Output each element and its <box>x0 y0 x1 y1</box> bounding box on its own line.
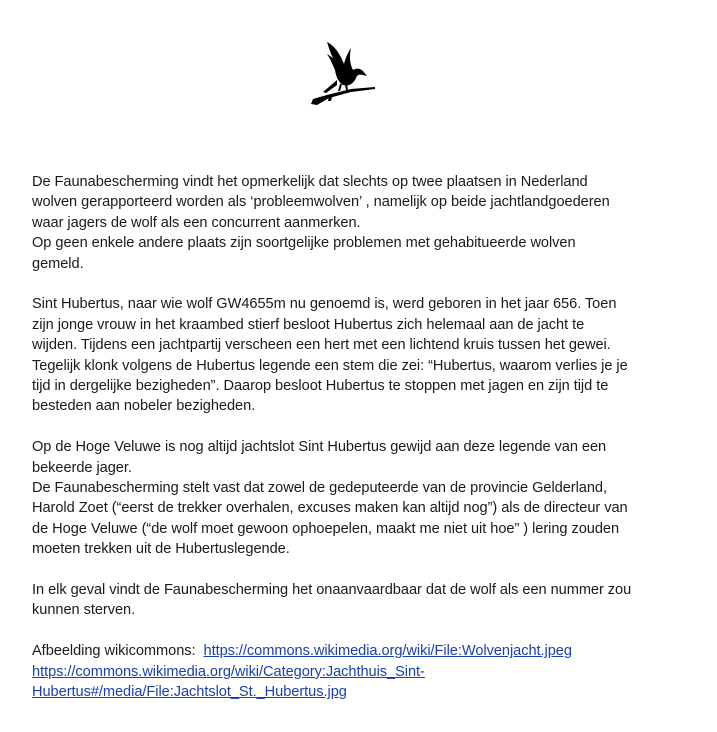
paragraph-intro <box>32 172 692 233</box>
text-line: In elk geval vindt de Faunabescherming het onaanvaardbaar dat de wolf als een nummer zou <box>32 582 632 599</box>
text-line: bekeerde jager. <box>32 459 132 476</box>
paragraph-faunabescherming-stelt <box>32 478 692 560</box>
credits-line <box>32 662 692 682</box>
jachtslot-link-part2[interactable]: Hubertus#/media/File:Jachtslot_St._Hubertus.jpg <box>32 684 347 701</box>
article-body <box>32 172 692 703</box>
credits-line <box>32 641 692 661</box>
paragraph-conclusion <box>32 580 692 621</box>
text-line: zijn jonge vrouw in het kraambed stierf besloot Hubertus zich helemaal aan de jacht te <box>32 316 585 333</box>
credits-line <box>32 682 692 702</box>
text-line: De Faunabescherming stelt vast dat zowel de gedeputeerde van de provincie Gelderland, <box>32 480 607 497</box>
image-credits <box>32 641 692 702</box>
bird-on-rifle-icon <box>307 40 377 110</box>
text-line: Op geen enkele andere plaats zijn soortgelijke problemen met gehabitueerde wolven <box>32 235 576 252</box>
text-line: moeten trekken uit de Hubertuslegende. <box>32 541 290 558</box>
text-line: de Hoge Veluwe (“de wolf moet gewoon ophoepelen, maakt me niet uit hoe” ) lering zouden <box>32 520 620 537</box>
credits-label: Afbeelding wikicommons: <box>32 643 196 660</box>
text-line: besteden aan nobeler bezigheden. <box>32 398 256 415</box>
paragraph-no-problems <box>32 233 692 274</box>
text-line: wolven gerapporteerd worden als ‘probleemwolven’ , namelijk op beide jachtlandgoederen <box>32 194 610 211</box>
text-line: Harold Zoet (“eerst de trekker overhalen, excuses maken kan altijd nog”) als de directeur van <box>32 500 628 517</box>
text-line: Tegelijk klonk volgens de Hubertus legende een stem die zei: “Hubertus, waarom verlies je je <box>32 357 628 374</box>
text-line: Sint Hubertus, naar wie wolf GW4655m nu genoemd is, werd geboren in het jaar 656. Toen <box>32 296 617 313</box>
jachtslot-link-part1[interactable]: https://commons.wikimedia.org/wiki/Category:Jachthuis_Sint- <box>32 663 425 680</box>
text-line: Op de Hoge Veluwe is nog altijd jachtslot Sint Hubertus gewijd aan deze legende van een <box>32 439 607 456</box>
text-line: gemeld. <box>32 255 84 272</box>
paragraph-hoge-veluwe <box>32 437 692 478</box>
text-line: De Faunabescherming vindt het opmerkelijk dat slechts op twee plaatsen in Nederland <box>32 174 588 190</box>
logo <box>307 40 377 110</box>
text-line: tijd in dergelijke bezigheden”. Daarop besloot Hubertus te stoppen met jagen en zijn tijd te <box>32 378 609 395</box>
text-line: kunnen sterven. <box>32 602 136 619</box>
text-line: waar jagers de wolf als een concurrent aanmerken. <box>32 214 361 231</box>
text-line: wijden. Tijdens een jachtpartij verscheen een hert met een lichtend kruis tussen het gewei. <box>32 337 611 354</box>
paragraph-hubertus <box>32 294 692 416</box>
wolvenjacht-link[interactable]: https://commons.wikimedia.org/wiki/File:Wolvenjacht.jpeg <box>203 643 572 660</box>
